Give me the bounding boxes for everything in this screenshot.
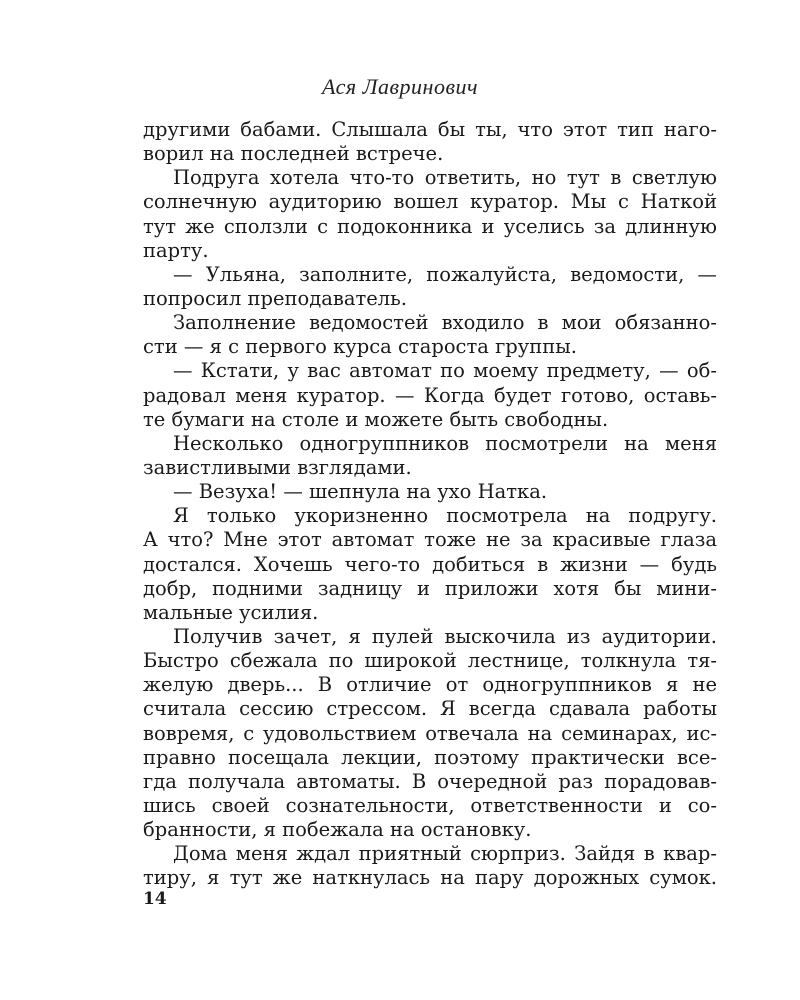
text-line: те бумаги на столе и можете быть свободны. xyxy=(143,407,609,431)
text-line: шись своей сознательности, ответственности и со- xyxy=(143,793,717,817)
text-line: Заполнение ведомостей входило в мои обязанно- xyxy=(173,311,717,335)
text-line: радовал меня куратор. — Когда будет готово, оставь- xyxy=(143,383,717,407)
text-line: Подруга хотела что-то ответить, но тут в светлую xyxy=(173,166,717,190)
text-line: завистливыми взглядами. xyxy=(143,455,412,479)
body-text xyxy=(143,118,717,891)
text-line: считала сессию стрессом. Я всегда сдавала работы xyxy=(143,697,717,721)
text-line: — Кстати, у вас автомат по моему предмету, — об- xyxy=(173,359,717,383)
text-line: достался. Хочешь чего-то добиться в жизни — будь xyxy=(143,552,717,576)
text-line: А что? Мне этот автомат тоже не за красивые глаза xyxy=(143,528,717,552)
text-line: Быстро сбежала по широкой лестнице, толкнула тя- xyxy=(143,649,717,673)
text-line: солнечную аудиторию вошел куратор. Мы с Наткой xyxy=(143,190,717,214)
text-line: Несколько одногруппников посмотрели на меня xyxy=(173,431,717,455)
text-line: вовремя, с удовольствием отвечала на семинарах, ис- xyxy=(143,721,717,745)
text-line: тут же сползли с подоконника и уселись за длинную xyxy=(143,214,717,238)
text-line: добр, подними задницу и приложи хотя бы мини- xyxy=(143,576,717,600)
text-line: желую дверь... В отличие от одногруппников я не xyxy=(143,673,717,697)
text-line: попросил преподаватель. xyxy=(143,286,407,310)
text-line: сти — я с первого курса староста группы. xyxy=(143,335,577,359)
text-line: — Везуха! — шепнула на ухо Натка. xyxy=(173,480,548,504)
text-line: гда получала автоматы. В очередной раз порадовав- xyxy=(143,769,717,793)
text-line: тиру, я тут же наткнулась на пару дорожных сумок. xyxy=(143,866,717,890)
text-line: Я только укоризненно посмотрела на подругу. xyxy=(173,504,717,528)
text-line: Дома меня ждал приятный сюрприз. Зайдя в квар- xyxy=(173,842,717,866)
text-line: правно посещала лекции, поэтому практически все- xyxy=(143,745,717,769)
text-line: другими бабами. Слышала бы ты, что этот тип наго- xyxy=(143,118,717,141)
page-number: 14 xyxy=(143,889,167,909)
text-line: парту. xyxy=(143,238,209,262)
text-line: бранности, я побежала на остановку. xyxy=(143,818,532,842)
text-line: мальные усилия. xyxy=(143,600,319,624)
text-line: ворил на последней встрече. xyxy=(143,142,444,166)
text-line: — Ульяна, заполните, пожалуйста, ведомости, — xyxy=(173,262,717,286)
text-line: Получив зачет, я пулей выскочила из аудитории. xyxy=(173,624,717,648)
running-head-author: Ася Лавринович xyxy=(321,74,478,99)
